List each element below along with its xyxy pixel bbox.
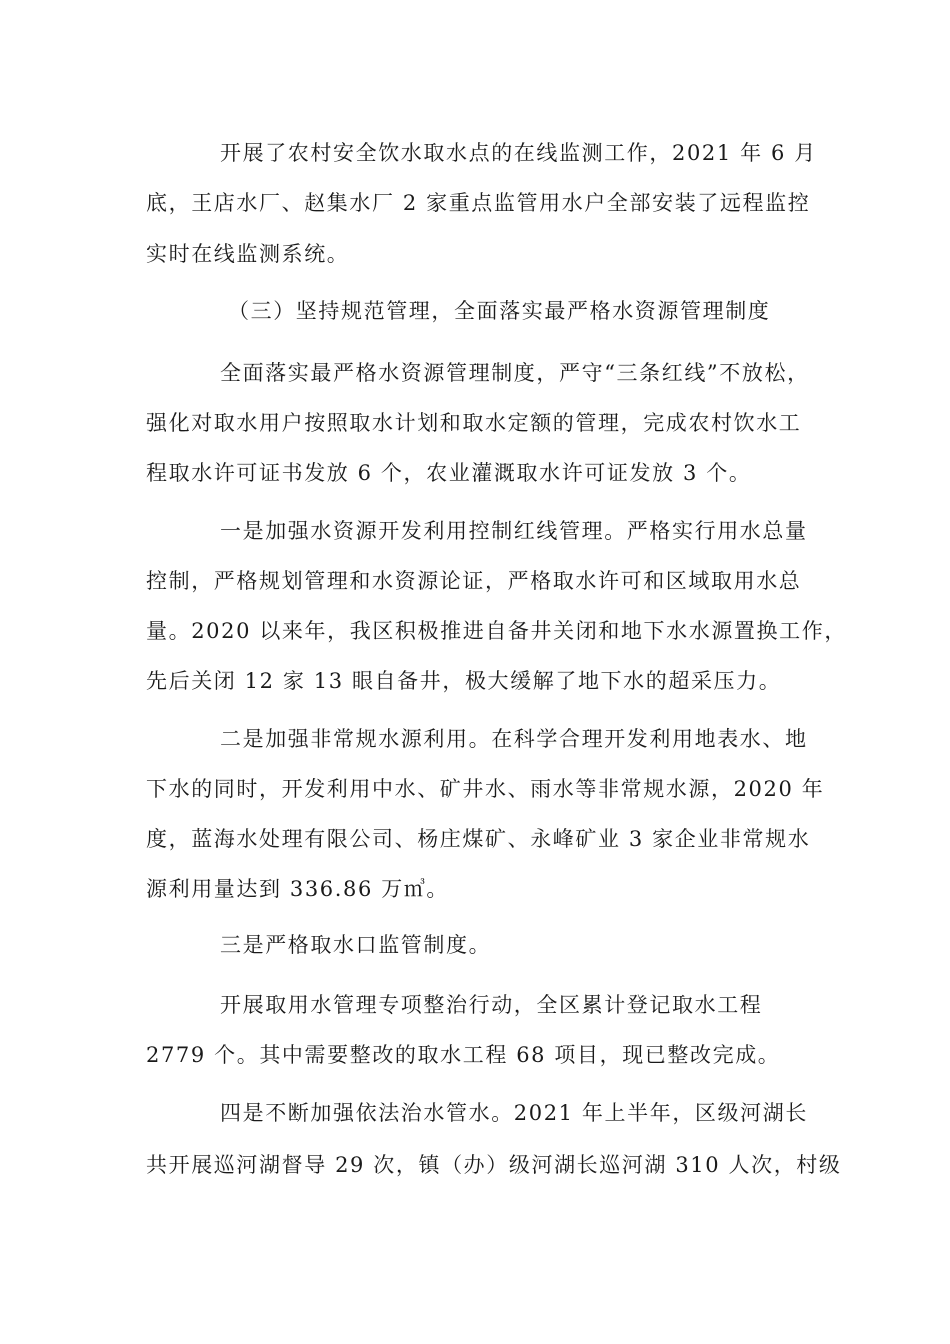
text-line: 先后关闭 12 家 13 眼自备井，极大缓解了地下水的超采压力。 — [146, 669, 782, 693]
text-line: 控制，严格规划管理和水资源论证，严格取水许可和区域取用水总 — [146, 569, 802, 593]
text-line: 2779 个。其中需要整改的取水工程 68 项目，现已整改完成。 — [146, 1043, 781, 1067]
text-line: 全面落实最严格水资源管理制度，严守“三条红线”不放松， — [220, 361, 810, 385]
text-line: 量。2020 以来年，我区积极推进自备井关闭和地下水水源置换工作， — [146, 619, 847, 643]
text-line: 底，王店水厂、赵集水厂 2 家重点监管用水户全部安装了远程监控 — [146, 191, 811, 215]
text-line: 实时在线监测系统。 — [146, 242, 350, 266]
text-line: 程取水许可证书发放 6 个，农业灌溉取水许可证发放 3 个。 — [146, 461, 752, 485]
text-line: 度，蓝海水处理有限公司、杨庄煤矿、永峰矿业 3 家企业非常规水 — [146, 827, 811, 851]
text-line: 开展取用水管理专项整治行动，全区累计登记取水工程 — [220, 993, 763, 1017]
text-line: 源利用量达到 336.86 万㎥。 — [146, 877, 450, 901]
text-line: 共开展巡河湖督导 29 次，镇（办）级河湖长巡河湖 310 人次，村级 — [146, 1153, 842, 1177]
text-line: 一是加强水资源开发利用控制红线管理。严格实行用水总量 — [220, 519, 808, 543]
section-heading: （三）坚持规范管理，全面落实最严格水资源管理制度 — [228, 299, 771, 323]
text-line: 下水的同时，开发利用中水、矿井水、雨水等非常规水源，2020 年 — [146, 777, 825, 801]
text-line: 开展了农村安全饮水取水点的在线监测工作，2021 年 6 月 — [220, 141, 817, 165]
text-line: 四是不断加强依法治水管水。2021 年上半年，区级河湖长 — [220, 1101, 808, 1125]
text-line: 二是加强非常规水源利用。在科学合理开发利用地表水、地 — [220, 727, 808, 751]
text-line: 三是严格取水口监管制度。 — [220, 933, 492, 957]
text-line: 强化对取水用户按照取水计划和取水定额的管理，完成农村饮水工 — [146, 411, 802, 435]
